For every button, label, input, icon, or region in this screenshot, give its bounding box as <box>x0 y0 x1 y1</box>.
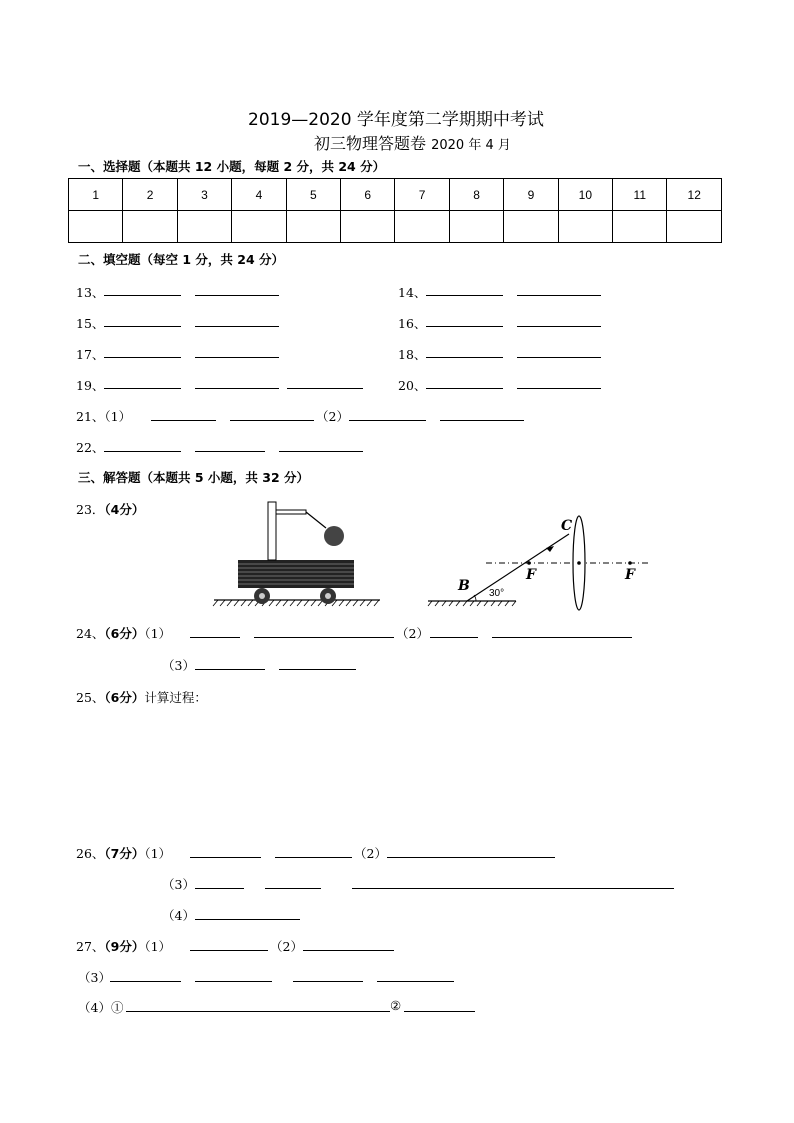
q26-label <box>76 844 171 862</box>
q27-blank-8[interactable] <box>404 1011 475 1012</box>
q18-label: 18、 <box>398 347 427 362</box>
q13-blank-1[interactable] <box>104 295 181 296</box>
q27-blank-2[interactable] <box>303 950 394 951</box>
q24-blank-1[interactable] <box>190 637 240 638</box>
label-b: B <box>458 578 470 594</box>
q27-part4-circle2: ② <box>390 998 402 1013</box>
q19-blank-1[interactable] <box>104 388 181 389</box>
q21-blank-4[interactable] <box>440 420 524 421</box>
q27-blank-1[interactable] <box>190 950 268 951</box>
table-header-cell: 1 <box>69 179 123 211</box>
answer-cell[interactable] <box>123 211 177 243</box>
label-f-left: F <box>526 567 536 583</box>
q20-blank-2[interactable] <box>517 388 601 389</box>
q27-blank-6[interactable] <box>377 981 454 982</box>
angle-label: 30° <box>489 588 505 599</box>
q25-prompt: 计算过程： <box>144 690 207 705</box>
table-header-cell: 7 <box>395 179 449 211</box>
exam-title: 2019—2020 学年度第二学期期中考试 <box>248 110 544 130</box>
q26-points: （7分） <box>104 846 145 861</box>
q17-blank-1[interactable] <box>104 357 181 358</box>
q16-label: 16、 <box>398 316 427 331</box>
answer-cell[interactable] <box>504 211 558 243</box>
q27-label <box>76 937 171 955</box>
table-header-cell: 6 <box>341 179 395 211</box>
q27-blank-4[interactable] <box>195 981 272 982</box>
answer-cell[interactable] <box>667 211 722 243</box>
table-header-cell: 5 <box>286 179 340 211</box>
answer-cell[interactable] <box>286 211 340 243</box>
table-header-cell: 2 <box>123 179 177 211</box>
q25-label <box>76 688 207 706</box>
q21-blank-1[interactable] <box>151 420 216 421</box>
q21-part2-label: （2） <box>316 409 349 424</box>
q26-blank-2[interactable] <box>275 857 352 858</box>
q24-part3: （3） <box>162 658 195 673</box>
answer-cell[interactable] <box>395 211 449 243</box>
q16-blank-2[interactable] <box>517 326 601 327</box>
q15-label: 15、 <box>76 316 105 331</box>
q27-blank-3[interactable] <box>110 981 181 982</box>
q24-part1: （1） <box>144 626 172 641</box>
label-f-right: F <box>625 567 635 583</box>
q15-blank-2[interactable] <box>195 326 279 327</box>
table-header-cell: 4 <box>232 179 286 211</box>
q20-blank-1[interactable] <box>426 388 503 389</box>
q22-blank-2[interactable] <box>195 451 265 452</box>
q26-blank-7[interactable] <box>195 919 300 920</box>
q19-blank-2[interactable] <box>195 388 279 389</box>
q24-number: 24、 <box>76 626 105 641</box>
q24-blank-6[interactable] <box>279 669 356 670</box>
answer-cell[interactable] <box>558 211 612 243</box>
q25-number: 25、 <box>76 690 105 705</box>
answer-cell[interactable] <box>69 211 123 243</box>
table-header-cell: 12 <box>667 179 722 211</box>
answer-cell[interactable] <box>613 211 667 243</box>
q27-part1: （1） <box>144 939 172 954</box>
q23-label <box>76 500 144 518</box>
q26-blank-4[interactable] <box>195 888 244 889</box>
table-header-cell: 9 <box>504 179 558 211</box>
section2-heading: 二、填空题（每空 1 分，共 24 分） <box>78 252 285 267</box>
q13-blank-2[interactable] <box>195 295 279 296</box>
q21-blank-3[interactable] <box>349 420 426 421</box>
answer-cell[interactable] <box>232 211 286 243</box>
q26-blank-1[interactable] <box>190 857 261 858</box>
q27-part4: （4）① <box>78 1000 124 1015</box>
q23-number: 23． <box>76 502 105 517</box>
q26-part3: （3） <box>162 877 195 892</box>
q22-label: 22、 <box>76 440 105 455</box>
q26-part2: （2） <box>354 846 387 861</box>
q24-blank-4[interactable] <box>492 637 632 638</box>
q13-label: 13、 <box>76 285 105 300</box>
section3-heading: 三、解答题（本题共 5 小题，共 32 分） <box>78 470 310 485</box>
q27-part2: （2） <box>270 939 303 954</box>
table-header-cell: 11 <box>613 179 667 211</box>
exam-date: 2020 年 4 月 <box>431 138 511 153</box>
label-c: C <box>561 518 573 534</box>
q27-blank-5[interactable] <box>293 981 363 982</box>
q17-blank-2[interactable] <box>195 357 279 358</box>
table-header-cell: 3 <box>177 179 231 211</box>
q26-blank-3[interactable] <box>387 857 555 858</box>
q20-label: 20、 <box>398 378 427 393</box>
answer-sheet-title: 初三物理答题卷 <box>314 134 427 153</box>
table-header-row <box>69 179 722 211</box>
q24-label <box>76 624 171 642</box>
answer-cell[interactable] <box>341 211 395 243</box>
q26-part1: （1） <box>144 846 172 861</box>
q24-points: （6分） <box>104 626 145 641</box>
q27-number: 27、 <box>76 939 105 954</box>
table-answer-row <box>69 211 722 243</box>
q24-blank-2[interactable] <box>254 637 394 638</box>
table-header-cell: 10 <box>558 179 612 211</box>
q19-label: 19、 <box>76 378 105 393</box>
q25-points: （6分） <box>104 690 145 705</box>
lens-ray-figure <box>424 512 654 612</box>
q18-blank-2[interactable] <box>517 357 601 358</box>
q18-blank-1[interactable] <box>426 357 503 358</box>
q14-label: 14、 <box>398 285 427 300</box>
q17-label: 17、 <box>76 347 105 362</box>
q26-blank-6[interactable] <box>352 888 674 889</box>
q24-part2: （2） <box>396 626 429 641</box>
cart-pendulum-figure <box>212 496 384 612</box>
q14-blank-1[interactable] <box>426 295 503 296</box>
table-header-cell: 8 <box>449 179 503 211</box>
answer-cell[interactable] <box>177 211 231 243</box>
q21-blank-2[interactable] <box>230 420 314 421</box>
q14-blank-2[interactable] <box>517 295 601 296</box>
q27-blank-7[interactable] <box>126 1011 390 1012</box>
choice-answer-table <box>68 178 722 243</box>
q27-points: （9分） <box>104 939 145 954</box>
exam-subtitle <box>314 131 511 154</box>
q21-label: 21、（1） <box>76 409 132 424</box>
q26-number: 26、 <box>76 846 105 861</box>
q15-blank-1[interactable] <box>104 326 181 327</box>
answer-cell[interactable] <box>449 211 503 243</box>
q24-blank-5[interactable] <box>195 669 265 670</box>
q16-blank-1[interactable] <box>426 326 503 327</box>
section1-heading: 一、选择题（本题共 12 小题，每题 2 分，共 24 分） <box>78 159 386 174</box>
q27-part3: （3） <box>78 970 111 985</box>
q24-blank-3[interactable] <box>430 637 478 638</box>
q19-blank-3[interactable] <box>287 388 363 389</box>
q22-blank-1[interactable] <box>104 451 181 452</box>
q22-blank-3[interactable] <box>279 451 363 452</box>
q26-blank-5[interactable] <box>265 888 321 889</box>
q26-part4: （4） <box>162 908 195 923</box>
q23-points: （4分） <box>104 502 145 517</box>
